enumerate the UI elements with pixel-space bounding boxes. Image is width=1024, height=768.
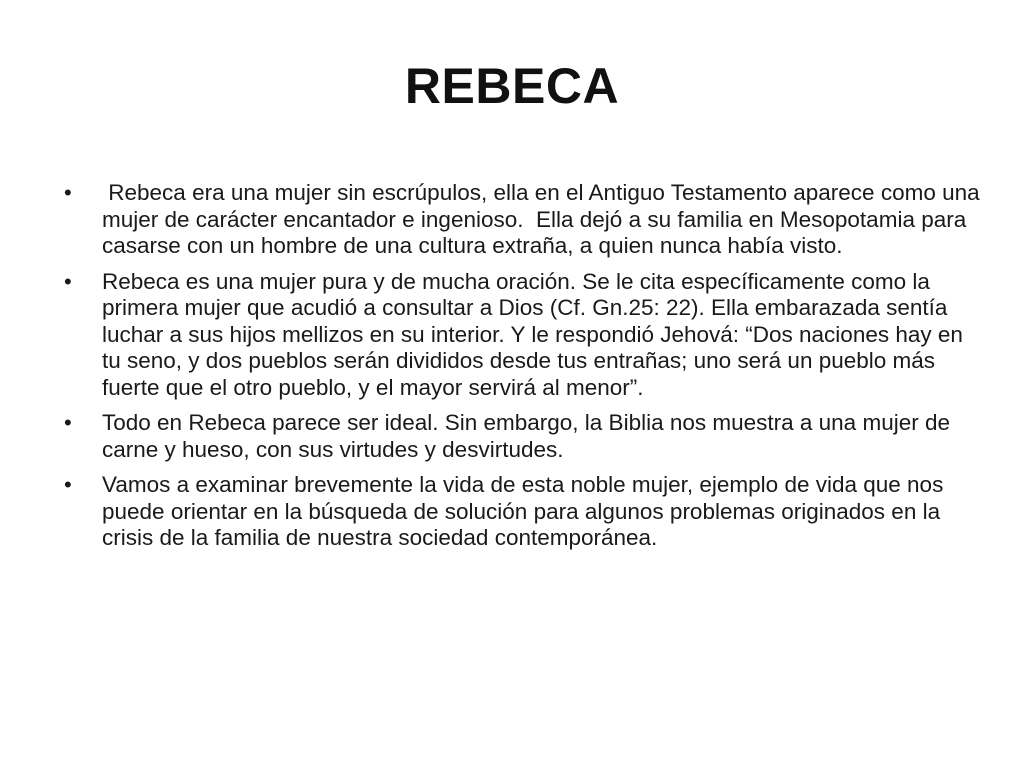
bullet-item xyxy=(60,269,980,402)
bullet-dot-icon: • xyxy=(64,472,72,497)
bullet-item xyxy=(60,410,980,463)
bullet-text: Todo en Rebeca parece ser ideal. Sin embargo, la Biblia nos muestra a una mujer de carne y hueso, con sus virtudes y desvirtudes. xyxy=(102,410,950,462)
bullet-dot-icon: • xyxy=(64,268,72,294)
bullet-item xyxy=(60,180,986,260)
bullet-dot-icon: • xyxy=(64,410,72,435)
slide-title: REBECA xyxy=(404,58,620,114)
bullet-item xyxy=(60,472,980,552)
bullet-text: Rebeca es una mujer pura y de mucha oración. Se le cita específicamente como la primera mujer que acudió a consultar a Dios (Cf. Gn.25: 22). Ella embarazada sentía luchar a sus hijos mellizos en su interior. Y le respondió Jehová: “Dos naciones hay en tu seno, y dos pueblos serán divididos desde tus entrañas; uno será un pueblo más fuerte que el otro pueblo, y el mayor servirá al menor”. xyxy=(102,268,963,400)
bullet-text: Vamos a examinar brevemente la vida de esta noble mujer, ejemplo de vida que nos puede orientar en la búsqueda de solución para algunos problemas originados en la crisis de la familia de nuestra sociedad contemporánea. xyxy=(102,472,944,550)
bullet-list xyxy=(60,180,986,561)
bullet-dot-icon: • xyxy=(64,180,72,205)
bullet-text: Rebeca era una mujer sin escrúpulos, ella en el Antiguo Testamento aparece como una mujer de carácter encantador e ingenioso. Ella dejó a su familia en Mesopotamia para casarse con un hombre de una cultura extraña, a quien nunca había visto. xyxy=(102,180,986,258)
